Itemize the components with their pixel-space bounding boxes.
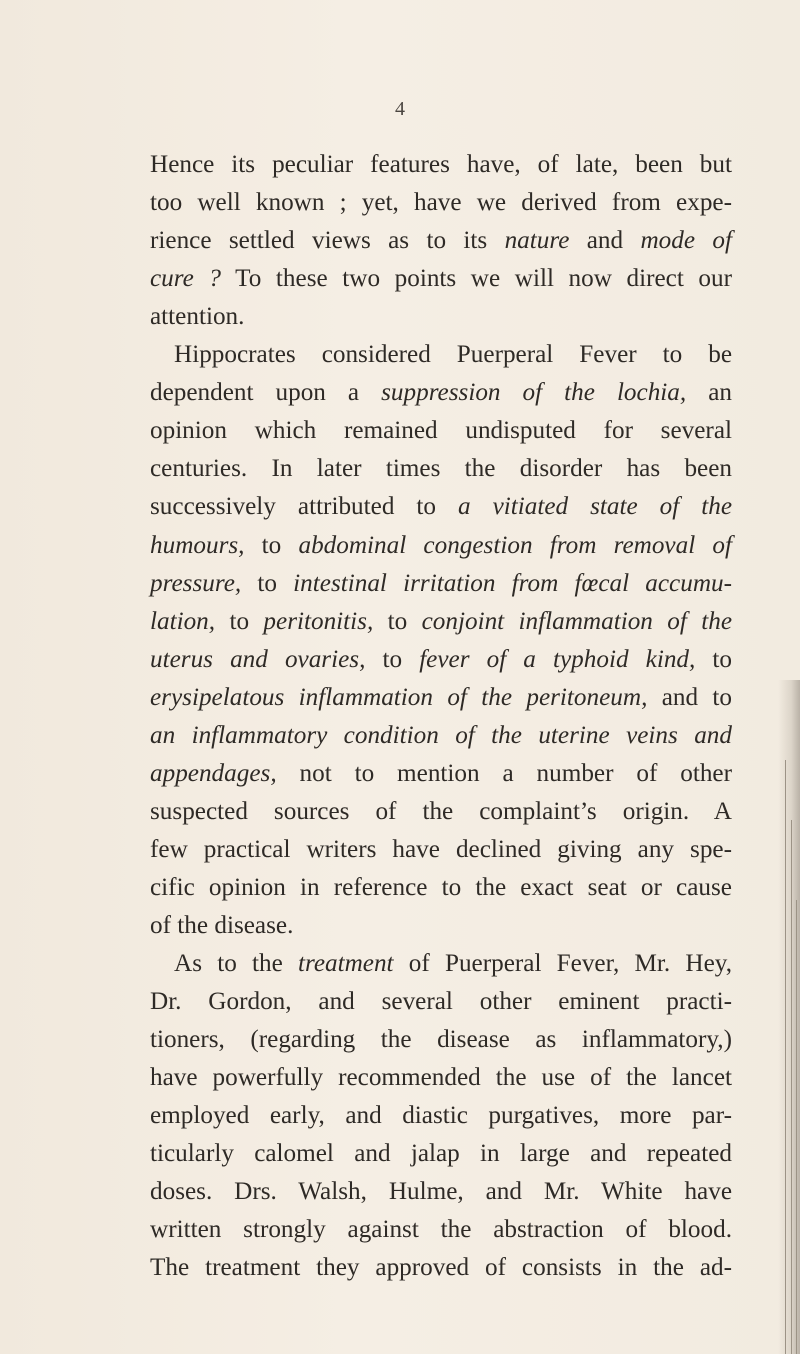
text-segment: tioners, (regarding the disease as inflammatory,) (150, 1026, 732, 1054)
text-segment: to (215, 607, 264, 635)
italic-text: lation, (150, 607, 216, 635)
text-line (150, 488, 732, 526)
text-segment: and (569, 227, 641, 255)
text-line (150, 1249, 732, 1287)
text-line (174, 336, 732, 374)
text-line (150, 755, 732, 793)
text-line (150, 603, 732, 641)
text-line (150, 184, 732, 222)
text-segment: an (686, 379, 732, 407)
text-segment: ticularly calomel and jalap in large and repeated (150, 1140, 732, 1168)
text-segment: opinion which remained undisputed for several (150, 417, 732, 445)
text-line (150, 527, 732, 565)
italic-text: humours, (150, 531, 245, 559)
text-segment: The treatment they approved of consists in the ad- (150, 1254, 732, 1282)
text-segment: rience settled views as to its (150, 227, 505, 255)
text-line (150, 146, 732, 184)
text-segment: to (241, 569, 294, 597)
italic-text: pressure, (150, 569, 242, 597)
page-number: 4 (395, 98, 405, 120)
text-line (150, 1059, 732, 1097)
text-segment: employed early, and diastic purgatives, more par- (150, 1102, 732, 1130)
text-segment: written strongly against the abstraction of blood. (150, 1216, 732, 1244)
text-segment: suspected sources of the complaint’s origin. A (150, 797, 732, 825)
text-line (150, 450, 732, 488)
text-line (150, 565, 732, 603)
italic-text: suppression of the lochia, (381, 379, 687, 407)
text-line (174, 945, 732, 983)
text-segment: too well known ; yet, have we derived from expe- (150, 189, 732, 217)
italic-text: peritonitis, (263, 607, 374, 635)
text-line (150, 641, 732, 679)
text-segment: doses. Drs. Walsh, Hulme, and Mr. White have (150, 1178, 732, 1206)
text-line (150, 907, 732, 945)
text-segment: of the disease. (150, 912, 294, 939)
text-line (150, 869, 732, 907)
text-segment: to (695, 645, 732, 673)
text-line (150, 717, 732, 755)
text-segment: to (373, 607, 422, 635)
text-line (150, 983, 732, 1021)
italic-text: treatment (297, 950, 394, 978)
text-line (150, 1211, 732, 1249)
text-segment: of Puerperal Fever, Mr. Hey, (393, 950, 732, 978)
text-line (150, 1173, 732, 1211)
italic-text: intestinal irritation from fœcal accumu- (293, 569, 733, 597)
text-segment: successively attributed to (150, 493, 458, 521)
text-segment: cific opinion in reference to the exact seat or cause (150, 873, 732, 901)
italic-text: fever of a typhoid kind, (419, 645, 696, 673)
text-segment: and to (647, 683, 733, 711)
italic-text: a vitiated state of the (457, 493, 732, 521)
page-edge-line (791, 820, 792, 1354)
italic-text: mode of (640, 227, 732, 255)
text-line (150, 831, 732, 869)
italic-text: an inflammatory condition of the uterine veins and (150, 721, 732, 749)
text-line (150, 1097, 732, 1135)
text-line (150, 412, 732, 450)
text-line (150, 222, 732, 260)
text-segment: not to mention a number of other (276, 759, 732, 787)
text-line (150, 679, 732, 717)
text-segment: to (365, 645, 420, 673)
text-line (150, 298, 732, 336)
text-segment: As to the (174, 950, 298, 978)
text-line (150, 1021, 732, 1059)
text-segment: attention. (150, 303, 245, 331)
italic-text: appendages, (150, 759, 277, 787)
italic-text: abdominal congestion from removal of (298, 531, 732, 559)
italic-text: erysipelatous inflammation of the peritoneum, (150, 683, 648, 711)
text-segment: To these two points we will now direct our (221, 265, 732, 293)
text-segment: few practical writers have declined giving any spe- (150, 835, 732, 863)
text-line (150, 1135, 732, 1173)
text-line (150, 374, 732, 412)
italic-text: conjoint inflammation of the (421, 607, 732, 635)
page-edge-line (796, 900, 797, 1354)
text-segment: have powerfully recommended the use of the lancet (150, 1064, 732, 1092)
text-segment: centuries. In later times the disorder has been (150, 455, 732, 483)
text-segment: dependent upon a (150, 379, 382, 407)
italic-text: nature (504, 227, 570, 255)
text-segment: Hippocrates considered Puerperal Fever to be (174, 341, 732, 369)
italic-text: cure ? (150, 265, 221, 293)
text-segment: Dr. Gordon, and several other eminent practi- (150, 988, 732, 1016)
italic-text: uterus and ovaries, (150, 645, 366, 673)
text-segment: to (244, 531, 299, 559)
text-line (150, 260, 732, 298)
page-edge-line (785, 760, 786, 1354)
text-segment: Hence its peculiar features have, of late, been but (150, 151, 732, 178)
text-line (150, 793, 732, 831)
